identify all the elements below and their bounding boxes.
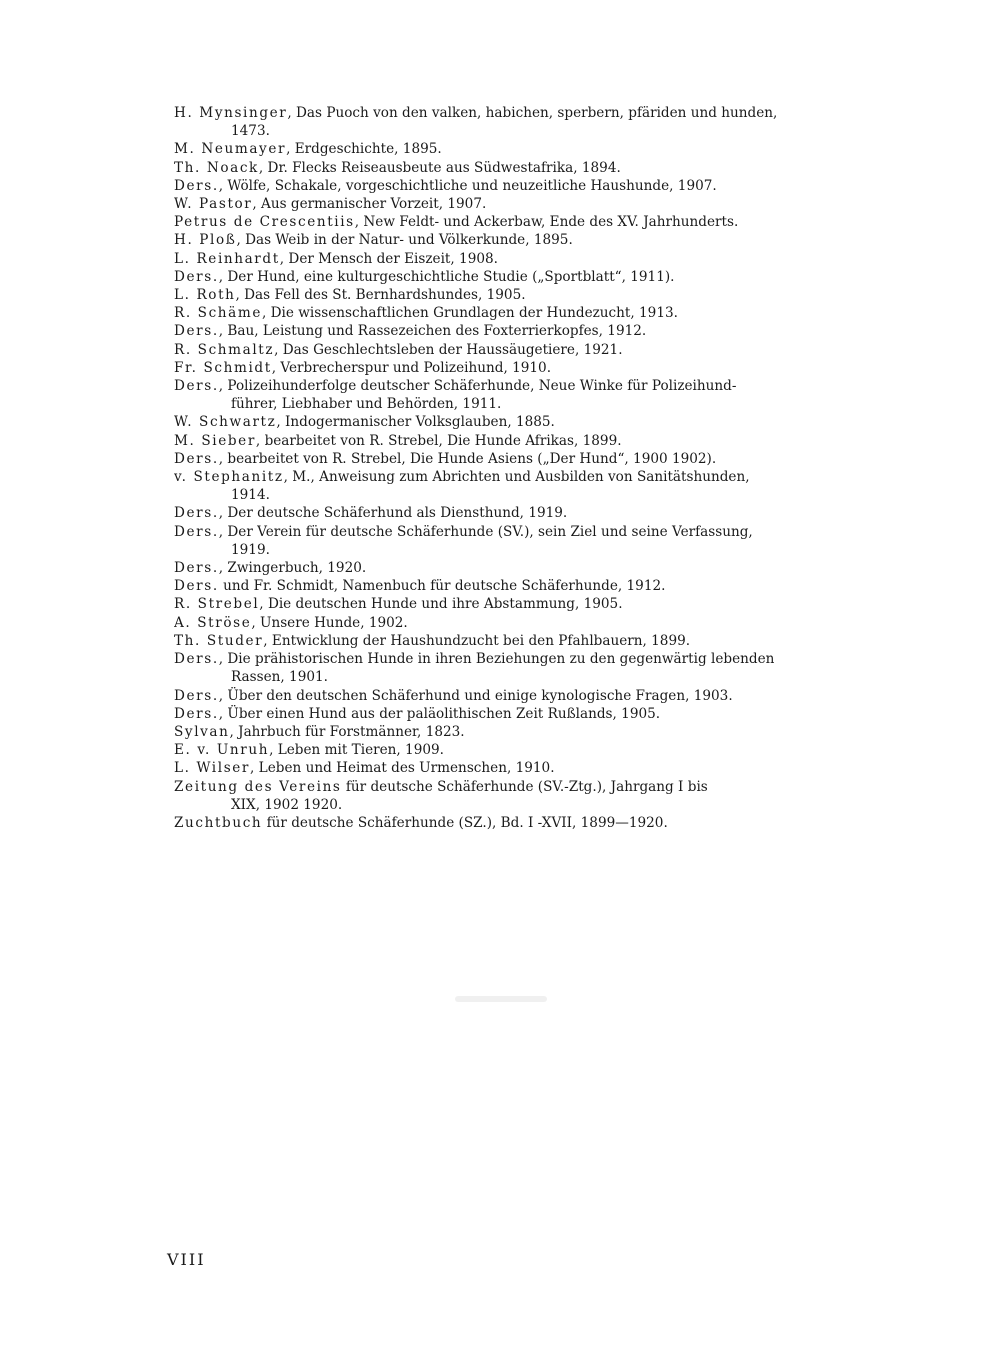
entry-author: Zeitung des Vereins	[174, 778, 342, 795]
entry-author: Petrus de Crescentiis	[174, 214, 355, 231]
entry-continuation-line: XIX, 1902 1920.	[231, 796, 343, 813]
entry-author: R. Schmaltz	[174, 341, 275, 358]
bibliography-entry	[174, 723, 838, 741]
entry-first-line: Zeitung des Vereins für deutsche Schäferhunde (SV.-Ztg.), Jahrgang I bis	[174, 778, 708, 795]
entry-author: L. Roth	[174, 287, 236, 304]
bibliography-entry	[174, 650, 838, 686]
bibliography-entry	[174, 322, 838, 340]
entry-author: R. Strebel	[174, 596, 260, 613]
entry-first-line: L. Roth, Das Fell des St. Bernhardshundes, 1905.	[174, 287, 526, 304]
entry-first-line: Th. Studer, Entwicklung der Haushundzucht bei den Pfahlbauern, 1899.	[174, 632, 691, 649]
bibliography-entry	[174, 559, 838, 577]
bibliography-entry	[174, 250, 838, 268]
entry-author: L. Wilser	[174, 760, 251, 777]
bibliography-entry	[174, 778, 838, 814]
entry-author: Ders.	[174, 378, 219, 395]
entry-first-line: M. Neumayer, Erdgeschichte, 1895.	[174, 141, 442, 158]
bibliography-list	[174, 104, 838, 832]
entry-first-line: Ders., Der deutsche Schäferhund als Diensthund, 1919.	[174, 505, 568, 522]
entry-author: W. Pastor	[174, 196, 253, 213]
page-number: VIII	[167, 1250, 206, 1269]
bibliography-entry	[174, 286, 838, 304]
bibliography-entry	[174, 413, 838, 431]
scan-smudge	[455, 996, 547, 1002]
bibliography-entry	[174, 595, 838, 613]
bibliography-entry	[174, 614, 838, 632]
entry-author: W. Schwartz	[174, 414, 277, 431]
entry-first-line: Ders., Über einen Hund aus der paläolithischen Zeit Rußlands, 1905.	[174, 705, 661, 722]
bibliography-entry	[174, 195, 838, 213]
bibliography-entry	[174, 632, 838, 650]
entry-author: Sylvan	[174, 723, 230, 740]
entry-first-line: Ders., Polizeihunderfolge deutscher Schäferhunde, Neue Winke für Polizeihund-	[174, 378, 737, 395]
entry-first-line: Ders. und Fr. Schmidt, Namenbuch für deutsche Schäferhunde, 1912.	[174, 578, 666, 595]
entry-first-line: Sylvan, Jahrbuch für Forstmänner, 1823.	[174, 723, 465, 740]
bibliography-entry	[174, 705, 838, 723]
entry-first-line: M. Sieber, bearbeitet von R. Strebel, Die Hunde Afrikas, 1899.	[174, 432, 622, 449]
entry-first-line: L. Wilser, Leben und Heimat des Urmenschen, 1910.	[174, 760, 555, 777]
bibliography-entry	[174, 268, 838, 286]
entry-author: A. Ströse	[174, 614, 252, 631]
bibliography-entry	[174, 814, 838, 832]
entry-author: H. Mynsinger	[174, 105, 288, 121]
bibliography-entry	[174, 432, 838, 450]
bibliography-entry	[174, 304, 838, 322]
bibliography-entry	[174, 159, 838, 177]
entry-first-line: Ders., Der Hund, eine kulturgeschichtliche Studie („Sportblatt“, 1911).	[174, 268, 675, 285]
entry-first-line: W. Pastor, Aus germanischer Vorzeit, 1907.	[174, 196, 487, 213]
entry-first-line: Ders., bearbeitet von R. Strebel, Die Hunde Asiens („Der Hund“, 1900 1902).	[174, 450, 717, 467]
entry-author: Ders.	[174, 177, 219, 194]
bibliography-entry	[174, 523, 838, 559]
entry-author: Ders.	[174, 687, 219, 704]
entry-first-line: Ders., Der Verein für deutsche Schäferhunde (SV.), sein Ziel und seine Verfassung,	[174, 523, 753, 540]
entry-first-line: R. Schäme, Die wissenschaftlichen Grundlagen der Hundezucht, 1913.	[174, 305, 678, 322]
bibliography-entry	[174, 359, 838, 377]
entry-continuation-line: Rassen, 1901.	[231, 669, 328, 686]
entry-continuation-line: führer, Liebhaber und Behörden, 1911.	[231, 396, 502, 413]
entry-first-line: Ders., Wölfe, Schakale, vorgeschichtliche und neuzeitliche Haushunde, 1907.	[174, 177, 717, 194]
bibliography-entry	[174, 577, 838, 595]
entry-first-line: Zuchtbuch für deutsche Schäferhunde (SZ.), Bd. I -XVII, 1899—1920.	[174, 814, 668, 831]
bibliography-entry	[174, 741, 838, 759]
entry-author: Th. Noack	[174, 159, 259, 176]
entry-author: v. Stephanitz	[174, 469, 284, 486]
entry-continuation-line: 1919.	[231, 541, 270, 558]
bibliography-entry	[174, 231, 838, 249]
bibliography-entry	[174, 468, 838, 504]
entry-author: R. Schäme	[174, 305, 262, 322]
bibliography-entry	[174, 450, 838, 468]
entry-author: Th. Studer	[174, 632, 264, 649]
entry-author: Ders.	[174, 268, 219, 285]
entry-continuation-line: 1473.	[231, 123, 270, 140]
entry-author: Ders.	[174, 323, 219, 340]
entry-first-line: R. Strebel, Die deutschen Hunde und ihre Abstammung, 1905.	[174, 596, 623, 613]
entry-first-line: Ders., Bau, Leistung und Rassezeichen des Foxterrierkopfes, 1912.	[174, 323, 647, 340]
entry-first-line: Th. Noack, Dr. Flecks Reiseausbeute aus Südwestafrika, 1894.	[174, 159, 621, 176]
entry-author: Ders.	[174, 505, 219, 522]
bibliography-entry	[174, 377, 838, 413]
entry-first-line: Ders., Über den deutschen Schäferhund und einige kynologische Fragen, 1903.	[174, 687, 733, 704]
bibliography-entry	[174, 504, 838, 522]
entry-first-line: v. Stephanitz, M., Anweisung zum Abrichten und Ausbilden von Sanitätshunden,	[174, 469, 750, 486]
entry-first-line: Ders., Die prähistorischen Hunde in ihren Beziehungen zu den gegenwärtig lebenden	[174, 651, 775, 668]
entry-author: Zuchtbuch	[174, 814, 263, 831]
entry-author: M. Neumayer	[174, 141, 287, 158]
entry-author: Ders.	[174, 705, 219, 722]
bibliography-entry	[174, 104, 838, 140]
entry-continuation-line: 1914.	[231, 487, 270, 504]
entry-author: Ders.	[174, 450, 219, 467]
entry-first-line: Petrus de Crescentiis, New Feldt- und Ackerbaw, Ende des XV. Jahrhunderts.	[174, 214, 739, 231]
entry-first-line: Ders., Zwingerbuch, 1920.	[174, 560, 367, 577]
entry-author: Ders.	[174, 523, 219, 540]
entry-author: L. Reinhardt	[174, 250, 280, 267]
entry-author: Ders.	[174, 578, 219, 595]
entry-author: Fr. Schmidt	[174, 359, 272, 376]
entry-first-line: L. Reinhardt, Der Mensch der Eiszeit, 1908.	[174, 250, 498, 267]
bibliography-entry	[174, 687, 838, 705]
entry-first-line: R. Schmaltz, Das Geschlechtsleben der Haussäugetiere, 1921.	[174, 341, 623, 358]
entry-first-line: E. v. Unruh, Leben mit Tieren, 1909.	[174, 742, 444, 759]
entry-first-line: W. Schwartz, Indogermanischer Volksglauben, 1885.	[174, 414, 555, 431]
entry-author: Ders.	[174, 651, 219, 668]
entry-author: M. Sieber	[174, 432, 256, 449]
entry-first-line: H. Ploß, Das Weib in der Natur- und Völkerkunde, 1895.	[174, 232, 573, 249]
bibliography-entry	[174, 213, 838, 231]
bibliography-entry	[174, 341, 838, 359]
entry-first-line: A. Ströse, Unsere Hunde, 1902.	[174, 614, 408, 631]
bibliography-entry	[174, 177, 838, 195]
bibliography-entry	[174, 759, 838, 777]
bibliography-entry	[174, 140, 838, 158]
entry-first-line: H. Mynsinger, Das Puoch von den valken, habichen, sperbern, pfäriden und hunden,	[174, 105, 778, 121]
entry-author: H. Ploß	[174, 232, 237, 249]
entry-first-line: Fr. Schmidt, Verbrecherspur und Polizeihund, 1910.	[174, 359, 552, 376]
entry-author: Ders.	[174, 560, 219, 577]
entry-author: E. v. Unruh	[174, 742, 270, 759]
